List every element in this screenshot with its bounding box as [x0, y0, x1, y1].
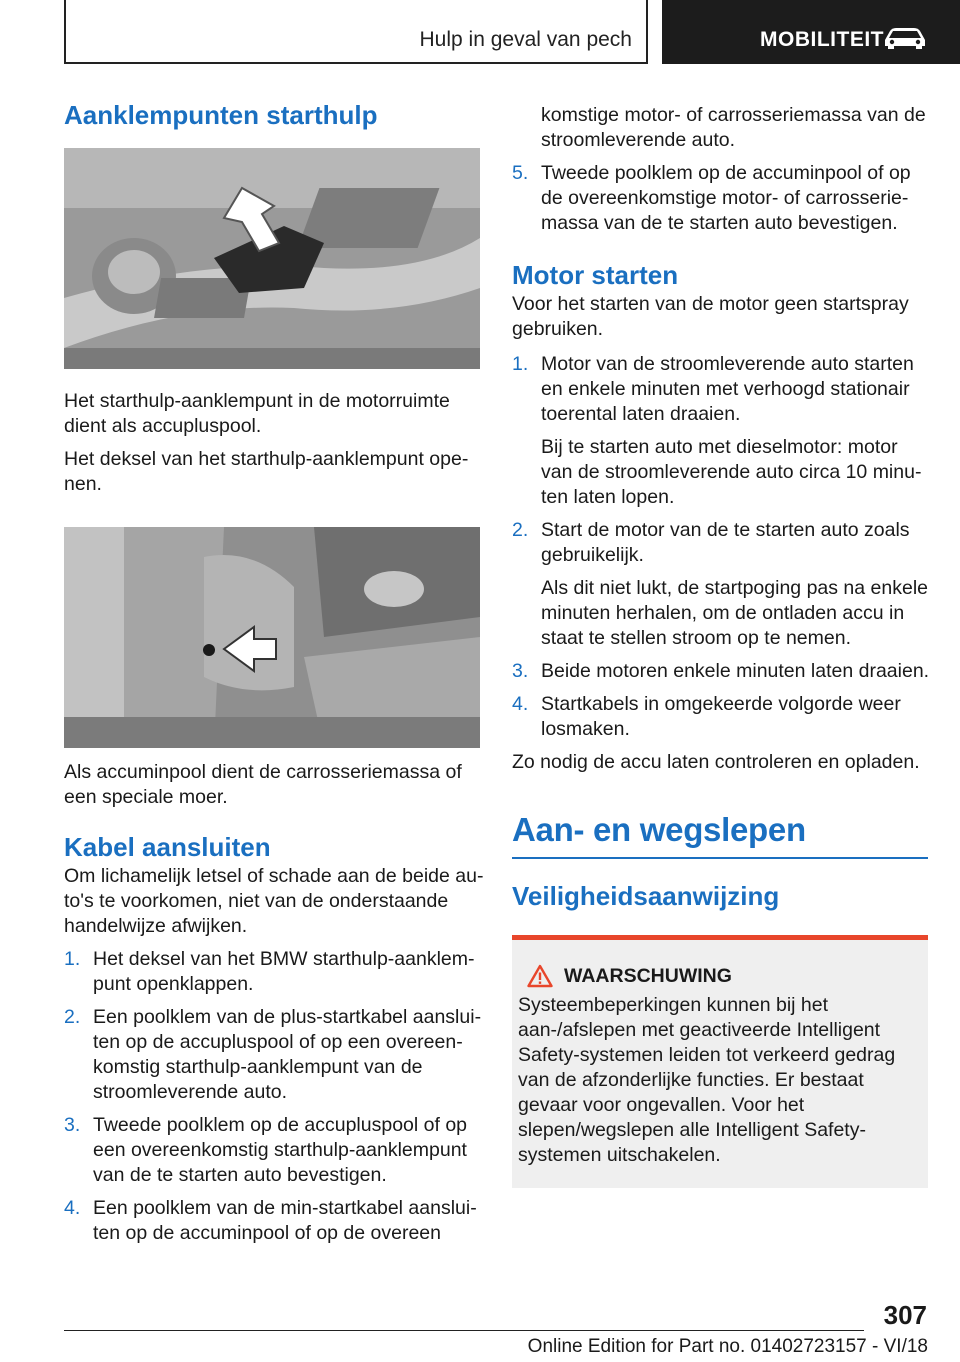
list-number: 5.: [512, 162, 529, 184]
list-text: Motor van de stroomleverende auto starten en enkele minuten met verhoogd stationair toerental laten draaien.: [541, 353, 914, 425]
warning-triangle-icon: [527, 964, 553, 988]
footer-rule: [64, 1330, 864, 1331]
list-item: [512, 518, 932, 651]
heading-aanklempunten: Aanklempunten starthulp: [64, 100, 378, 130]
list-item: [512, 659, 932, 684]
list-continuation: komstige motor- of carrosseriemassa van de stroomleverende auto.: [541, 104, 926, 151]
paragraph-motor-intro: Voor het starten van de motor geen startspray gebruiken.: [512, 293, 909, 340]
list-text: Beide motoren enkele minuten laten draaien.: [541, 660, 930, 682]
right-column: [512, 103, 932, 1188]
list-number: 3.: [64, 1114, 81, 1136]
list-item: [512, 692, 932, 742]
list-item: [64, 1113, 484, 1188]
list-number: 2.: [64, 1006, 81, 1028]
paragraph-accu-controleren: Zo nodig de accu laten controleren en opladen.: [512, 751, 920, 773]
list-text: Startkabels in omgekeerde volgorde weer losmaken.: [541, 693, 901, 740]
warning-box: [512, 935, 928, 1188]
heading-motor-starten: Motor starten: [512, 260, 679, 290]
motor-steps-list: [512, 352, 932, 742]
list-text: Een poolklem van de min-startkabel aansluiten op de accuminpool of op de overeen: [93, 1197, 477, 1244]
paragraph-deksel: Het deksel van het starthulp-aanklempunt openen.: [64, 448, 469, 495]
list-item: [64, 947, 484, 997]
list-extra: Als dit niet lukt, de startpoging pas na enkele minuten herhalen, om de ontladen accu in staat te stellen stroom op te nemen.: [541, 577, 928, 649]
footer-edition: Online Edition for Part no. 01402723157 - VI/18: [527, 1336, 928, 1357]
warning-text: Systeembeperkingen kunnen bij het aan-/afslepen met geactiveerde Intelligent Safety-systemen leiden tot verkeerd gedrag van de afzonderlijke functies. Er bestaat gevaar voor ongevallen. Voor het slepen/wegslepen alle Intelligent Safety-systemen uitschakelen.: [518, 994, 896, 1166]
list-text: Tweede poolklem op de accupluspool of op een overeenkomstig starthulp-aanklempunt van de te starten auto bevestigen.: [93, 1114, 468, 1186]
list-item: [64, 1005, 484, 1105]
car-icon: [882, 26, 928, 50]
list-number: 2.: [512, 519, 529, 541]
list-text: Tweede poolklem op de accuminpool of op de overeenkomstige motor- of carrosseriemassa van de te starten auto bevestigen.: [541, 162, 911, 234]
kabel-steps-list: [64, 947, 484, 1246]
list-text: Een poolklem van de plus-startkabel aansluiten op de accupluspool of op een overeenkomstig starthulp-aanklempunt van de stroomleverende auto.: [93, 1006, 482, 1103]
paragraph-kabel-intro: Om lichamelijk letsel of schade aan de beide auto's te voorkomen, niet van de onderstaande handelwijze afwijken.: [64, 865, 484, 937]
warning-title: [518, 964, 922, 989]
page-number: 307: [883, 1300, 927, 1330]
paragraph-accuminpool: Als accuminpool dient de carrosseriemassa of een speciale moer.: [64, 761, 462, 808]
warning-title-text: WAARSCHUWING: [564, 965, 732, 987]
engine-photo-2: [64, 527, 480, 748]
header-section-box: [64, 0, 648, 64]
list-text: Het deksel van het BMW starthulp-aanklempunt openklappen.: [93, 948, 475, 995]
left-column: [64, 98, 484, 1246]
heading-aan-en-wegslepen: Aan- en wegslepen: [512, 811, 806, 848]
header-section-title: Hulp in geval van pech: [419, 28, 632, 51]
header-chapter-label: MOBILITEIT: [760, 28, 884, 51]
heading-kabel-aansluiten: Kabel aansluiten: [64, 832, 271, 862]
engine-photo-1: [64, 148, 480, 369]
list-extra: Bij te starten auto met dieselmotor: motor van de stroomleverende auto circa 10 minuten laten lopen.: [541, 436, 922, 508]
list-item: [512, 161, 932, 236]
list-number: 1.: [512, 353, 529, 375]
engine-photo-1-illustration: [64, 148, 480, 369]
list-item: [512, 352, 932, 510]
list-number: 4.: [512, 693, 529, 715]
header-chapter-tab: [662, 0, 960, 64]
list-number: 3.: [512, 660, 529, 682]
heading-rule: [512, 857, 928, 859]
list-item: [64, 1196, 484, 1246]
engine-photo-2-illustration: [64, 527, 480, 748]
list-number: 4.: [64, 1197, 81, 1219]
heading-veiligheidsaanwijzing: Veiligheidsaanwijzing: [512, 881, 780, 911]
list-number: 1.: [64, 948, 81, 970]
paragraph-accupluspool: Het starthulp-aanklempunt in de motorruimte dient als accupluspool.: [64, 390, 450, 437]
list-text: Start de motor van de te starten auto zoals gebruikelijk.: [541, 519, 910, 566]
